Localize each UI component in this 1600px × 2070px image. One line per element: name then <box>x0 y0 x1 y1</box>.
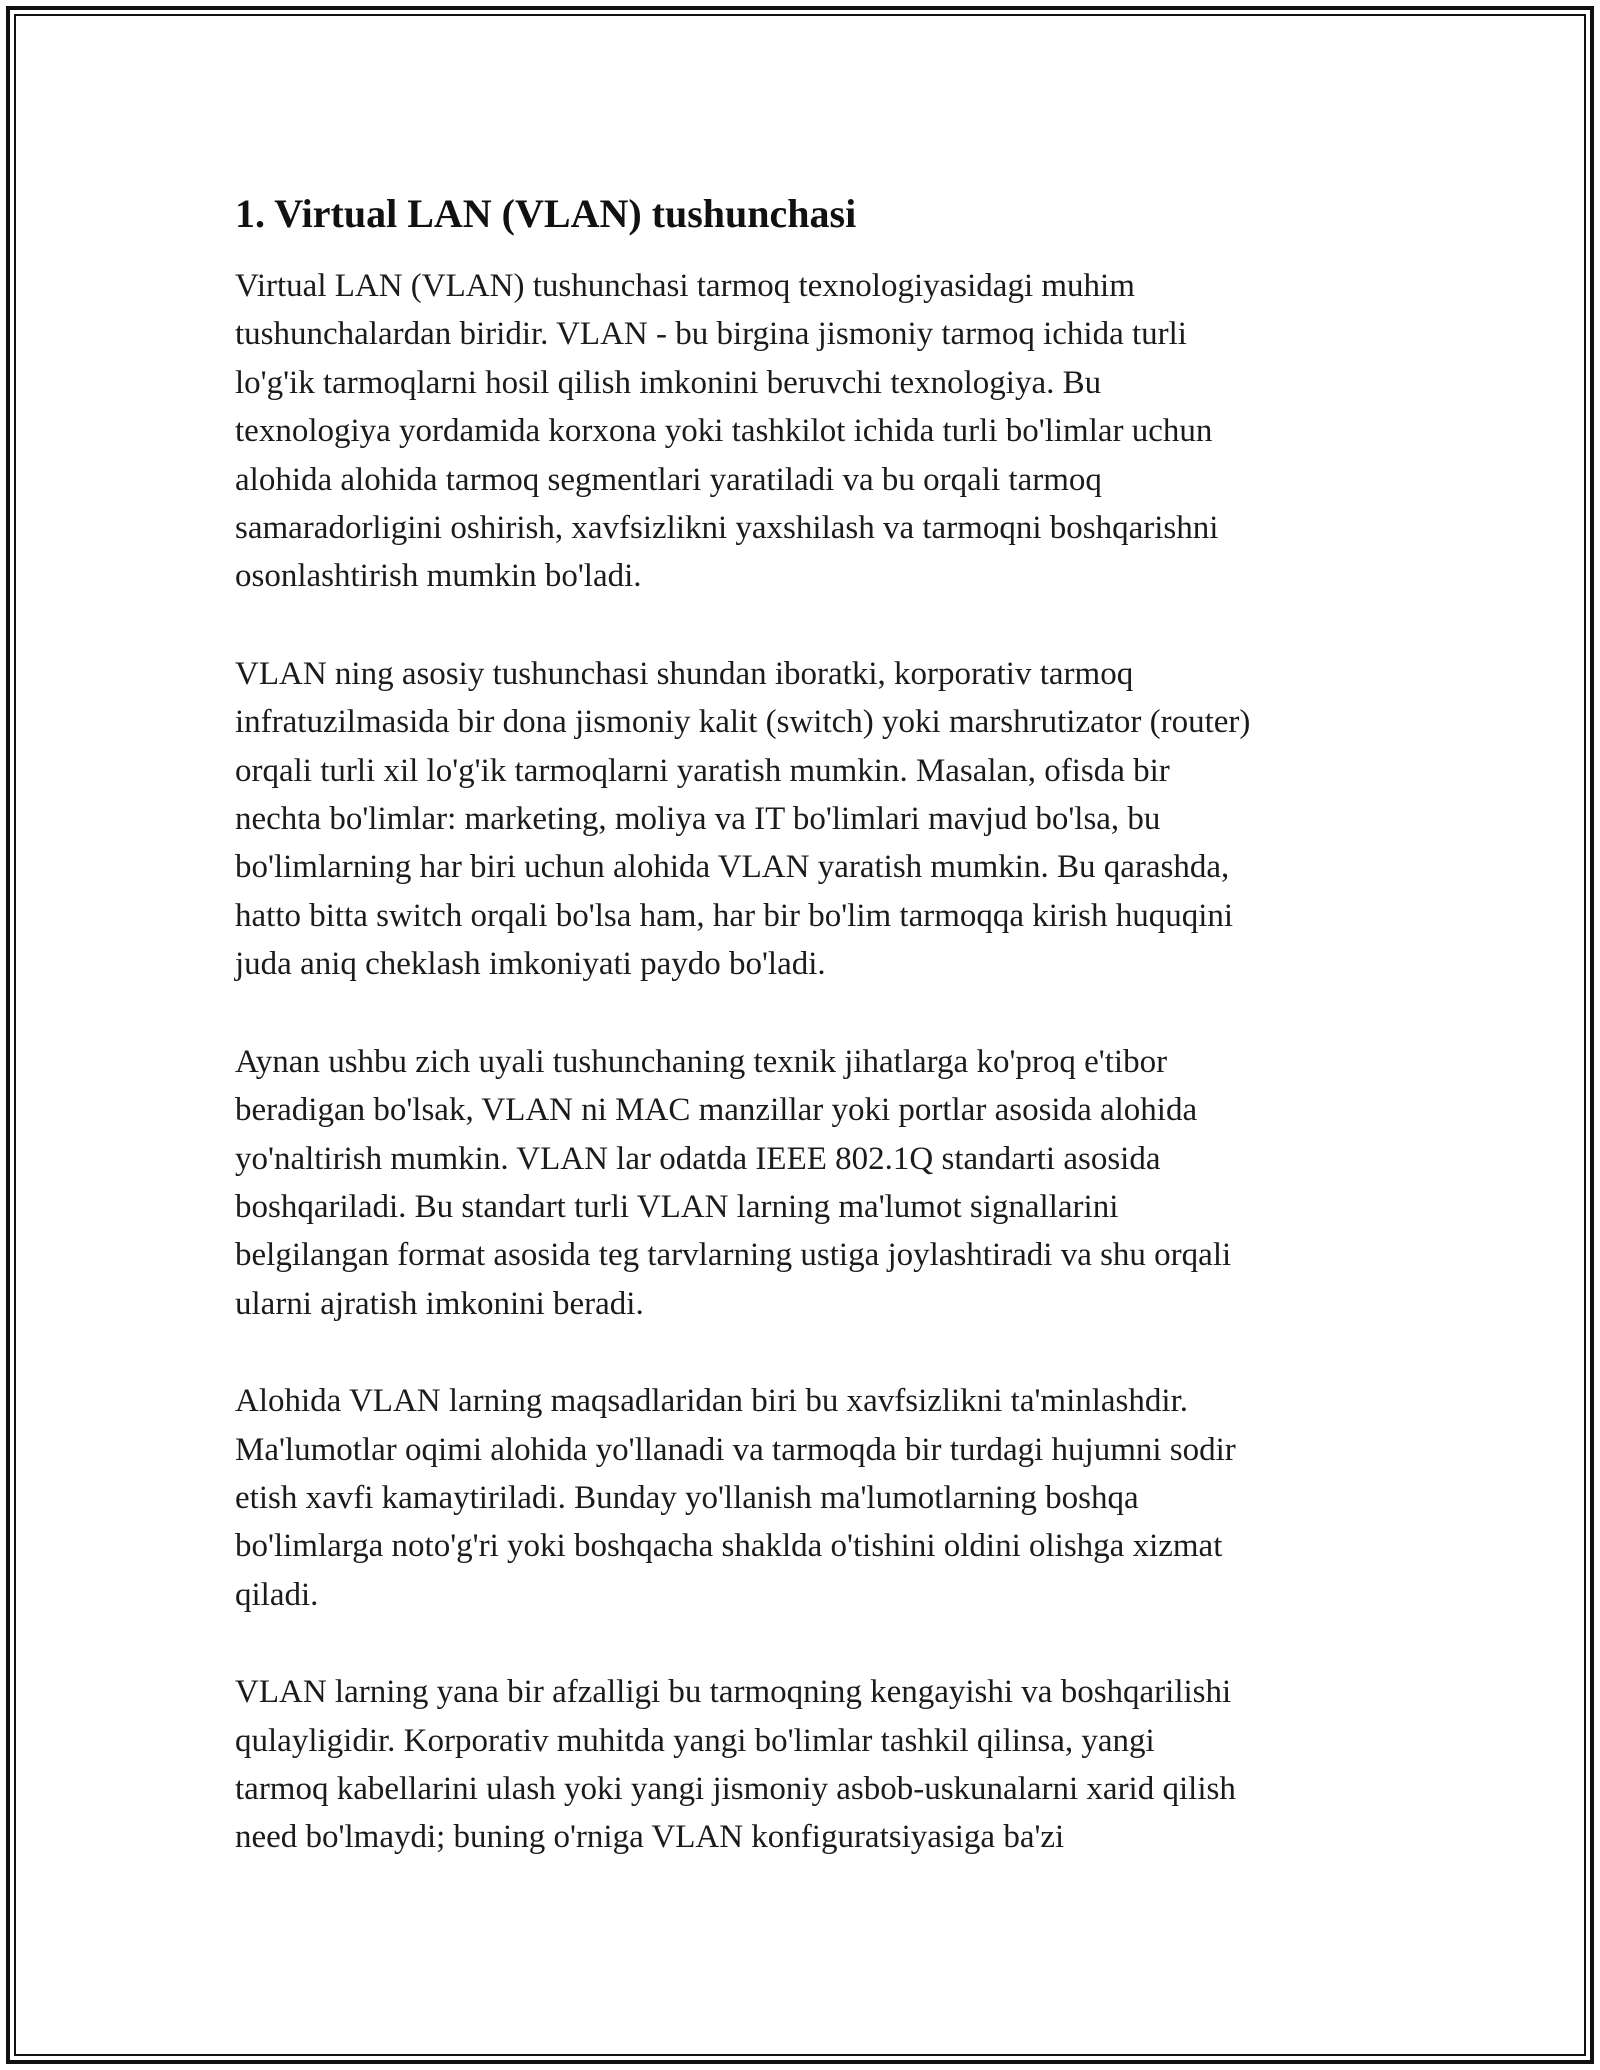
paragraph-3: Aynan ushbu zich uyali tushunchaning texnik jihatlarga ko'proq e'tibor beradigan bo'lsak, VLAN ni MAC manzillar yoki portlar asosida alohida yo'naltirish mumkin. VLAN lar odatda IEEE 802.1Q standarti asosida boshqariladi. Bu standart turli VLAN larning ma'lumot signallarini belgilangan format asosida teg tarvlarning ustiga joylashtiradi va shu orqali ularni ajratish imkonini beradi. <box>235 1043 1232 1322</box>
section-heading: 1. Virtual LAN (VLAN) tushunchasi <box>235 191 857 236</box>
paragraph-2: VLAN ning asosiy tushunchasi shundan iboratki, korporativ tarmoq infratuzilmasida bir dona jismoniy kalit (switch) yoki marshrutizator (router) orqali turli xil lo'g'ik tarmoqlarni yaratish mumkin. Masalan, ofisda bir nechta bo'limlar: marketing, moliya va IT bo'limlari mavjud bo'lsa, bu bo'limlarning har biri uchun alohida VLAN yaratish mumkin. Bu qarashda, hatto bitta switch orqali bo'lsa ham, har bir bo'lim tarmoqqa kirish huquqini juda aniq cheklash imkoniyati paydo bo'ladi. <box>235 655 1251 983</box>
paragraph-4: Alohida VLAN larning maqsadlaridan biri bu xavfsizlikni ta'minlashdir. Ma'lumotlar oqimi alohida yo'llanadi va tarmoqda bir turdagi hujumni sodir etish xavfi kamaytiriladi. Bunday yo'llanish ma'lumotlarning boshqa bo'limlarga noto'g'ri yoki boshqacha shaklda o'tishini oldini olishga xizmat qiladi. <box>235 1383 1236 1613</box>
paragraph-1: Virtual LAN (VLAN) tushunchasi tarmoq texnologiyasidagi muhim tushunchalardan biridir. VLAN - bu birgina jismoniy tarmoq ichida turli lo'g'ik tarmoqlarni hosil qilish imkonini beruvchi texnologiya. Bu texnologiya yordamida korxona yoki tashkilot ichida turli bo'limlar uchun alohida alohida tarmoq segmentlari yaratiladi va bu orqali tarmoq samaradorligini oshirish, xavfsizlikni yaxshilash va tarmoqni boshqarishni osonlashtirish mumkin bo'ladi. <box>235 268 1219 595</box>
document-body <box>235 186 1375 1911</box>
paragraph-list <box>235 262 1375 1862</box>
paragraph-5: VLAN larning yana bir afzalligi bu tarmoqning kengayishi va boshqarilishi qulayligidir. Korporativ muhitda yangi bo'limlar tashkil qilinsa, yangi tarmoq kabellarini ulash yoki yangi jismoniy asbob-uskunalarni xarid qilish need bo'lmaydi; buning o'rniga VLAN konfiguratsiyasiga ba'zi <box>235 1674 1236 1856</box>
